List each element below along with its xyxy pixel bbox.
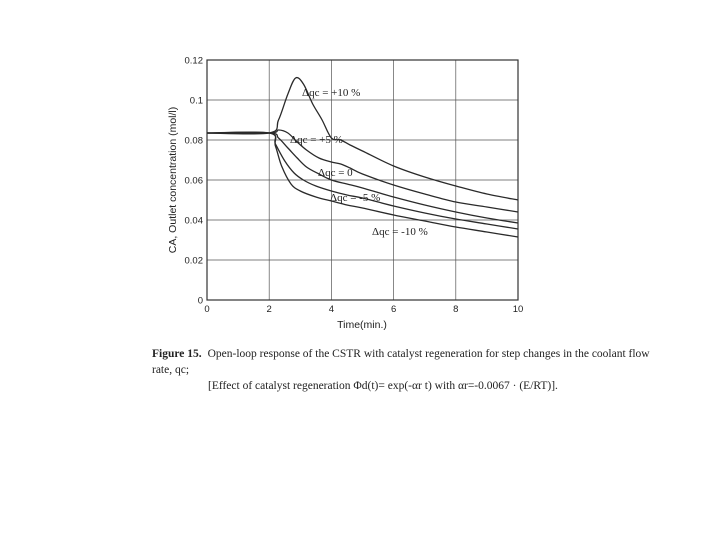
y-tick-label: 0.12 <box>184 55 203 67</box>
x-tick-label: 8 <box>453 304 459 315</box>
grid-lines <box>207 60 518 300</box>
series-line-3 <box>207 133 518 223</box>
series-line-1 <box>207 78 518 200</box>
x-axis-label: Time(min.) <box>337 319 387 331</box>
figure-caption <box>152 346 672 394</box>
y-tick-labels <box>185 56 204 307</box>
curve-annotations <box>290 87 428 238</box>
curve-label-1: Δqc = +10 % <box>302 87 361 99</box>
curve-label-5: Δqc = -10 % <box>372 226 428 238</box>
y-tick-label: 0.08 <box>184 135 203 147</box>
x-tick-labels <box>204 304 523 315</box>
caption-line-1: Open-loop response of the CSTR with catalyst regeneration for step changes in the coolant flow rate, qc; <box>152 348 650 376</box>
x-tick-label: 4 <box>328 304 335 315</box>
series-line-4 <box>207 132 518 229</box>
curve-label-2: Δqc = +5 % <box>290 134 343 146</box>
y-tick-label: 0.06 <box>184 175 203 187</box>
caption-label: Figure 15. <box>152 348 202 360</box>
caption-line-2: [Effect of catalyst regeneration Φd(t)= exp(-αr t) with αr=-0.0067 · (E/RT)]. <box>208 380 558 392</box>
y-tick-label: 0 <box>197 295 203 307</box>
x-tick-label: 10 <box>512 304 524 315</box>
y-tick-label: 0.02 <box>184 255 203 267</box>
x-tick-label: 6 <box>390 304 397 315</box>
y-tick-label: 0.1 <box>189 95 203 107</box>
curve-label-3: Δqc = 0 <box>318 167 353 179</box>
series-lines <box>207 78 518 237</box>
curve-label-4: Δqc = -5 % <box>330 192 381 204</box>
y-tick-label: 0.04 <box>184 215 203 227</box>
x-tick-label: 0 <box>204 304 210 315</box>
y-axis-label: CA, Outlet concentration (mol/l) <box>167 106 179 254</box>
x-tick-label: 2 <box>266 304 272 315</box>
